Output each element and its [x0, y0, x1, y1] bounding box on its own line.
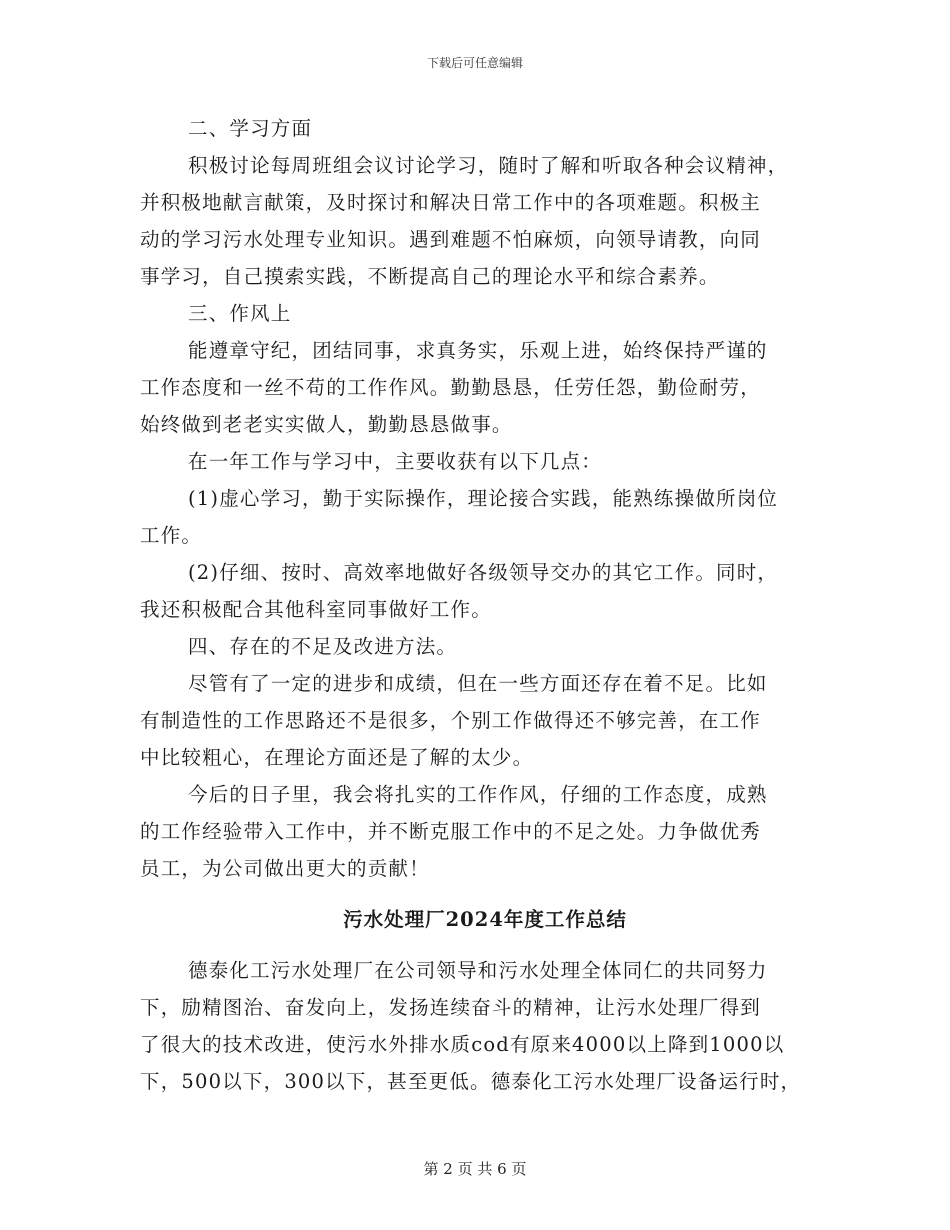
text-line: 并积极地献言献策，及时探讨和解决日常工作中的各项难题。积极主: [140, 191, 762, 214]
text-line: 下，励精图治、奋发向上，发扬连续奋斗的精神，让污水处理厂得到: [140, 996, 762, 1019]
document-title: 污水处理厂2024年度工作总结: [343, 908, 627, 931]
text-line: 工作态度和一丝不苟的工作作风。勤勤恳恳，任劳任怨，勤俭耐劳，: [140, 376, 762, 399]
text-line: 三、作风上: [188, 302, 292, 325]
paragraph: [140, 952, 830, 1100]
text-line: 四、存在的不足及改进方法。: [188, 635, 458, 658]
text-line: 中比较粗心，在理论方面还是了解的太少。: [140, 746, 534, 769]
text-line: 今后的日子里，我会将扎实的工作作风，仔细的工作态度，成熟: [188, 783, 768, 806]
text-line: 始终做到老老实实做人，勤勤恳恳做事。: [140, 413, 513, 436]
text-line: 有制造性的工作思路还不是很多，个别工作做得还不够完善，在工作: [140, 709, 762, 732]
text-line: 下，500以下，300以下，甚至更低。德泰化工污水处理厂设备运行时，: [140, 1070, 802, 1093]
text-line: 事学习，自己摸索实践，不断提高自己的理论水平和综合素养。: [140, 265, 720, 288]
page-number: 第 2 页 共 6 页: [423, 1160, 527, 1178]
text-line: 工作。: [140, 524, 203, 547]
paragraph: [140, 443, 830, 480]
list-item: [140, 554, 830, 628]
text-line: 员工，为公司做出更大的贡献！: [140, 857, 430, 880]
paragraph: [140, 332, 830, 443]
document-body: [140, 110, 830, 1100]
text-line: 我还积极配合其他科室同事做好工作。: [140, 598, 492, 621]
section-heading: [140, 295, 830, 332]
list-item: [140, 480, 830, 554]
text-line: 二、学习方面: [188, 117, 313, 140]
text-line: (1)虚心学习，勤于实际操作，理论接合实践，能熟练操做所岗位: [188, 487, 779, 510]
paragraph: [140, 147, 830, 295]
text-line: 能遵章守纪，团结同事，求真务实，乐观上进，始终保持严谨的: [188, 339, 768, 362]
page-header-note: 下载后可任意编辑: [426, 56, 523, 70]
text-line: 尽管有了一定的进步和成绩，但在一些方面还存在着不足。比如: [188, 672, 768, 695]
text-line: 德泰化工污水处理厂在公司领导和污水处理全体同仁的共同努力: [188, 959, 768, 982]
text-line: (2)仔细、按时、高效率地做好各级领导交办的其它工作。同时，: [188, 561, 779, 584]
text-line: 在一年工作与学习中，主要收获有以下几点：: [188, 450, 603, 473]
text-line: 的工作经验带入工作中，并不断克服工作中的不足之处。力争做优秀: [140, 820, 762, 843]
section-heading: [140, 110, 830, 147]
text-line: 动的学习污水处理专业知识。遇到难题不怕麻烦，向领导请教，向同: [140, 228, 762, 251]
paragraph: [140, 776, 830, 887]
paragraph: [140, 665, 830, 776]
section-heading: [140, 628, 830, 665]
text-line: 了很大的技术改进，使污水外排水质cod有原来4000以上降到1000以: [140, 1033, 785, 1056]
text-line: 积极讨论每周班组会议讨论学习，随时了解和听取各种会议精神，: [188, 154, 789, 177]
